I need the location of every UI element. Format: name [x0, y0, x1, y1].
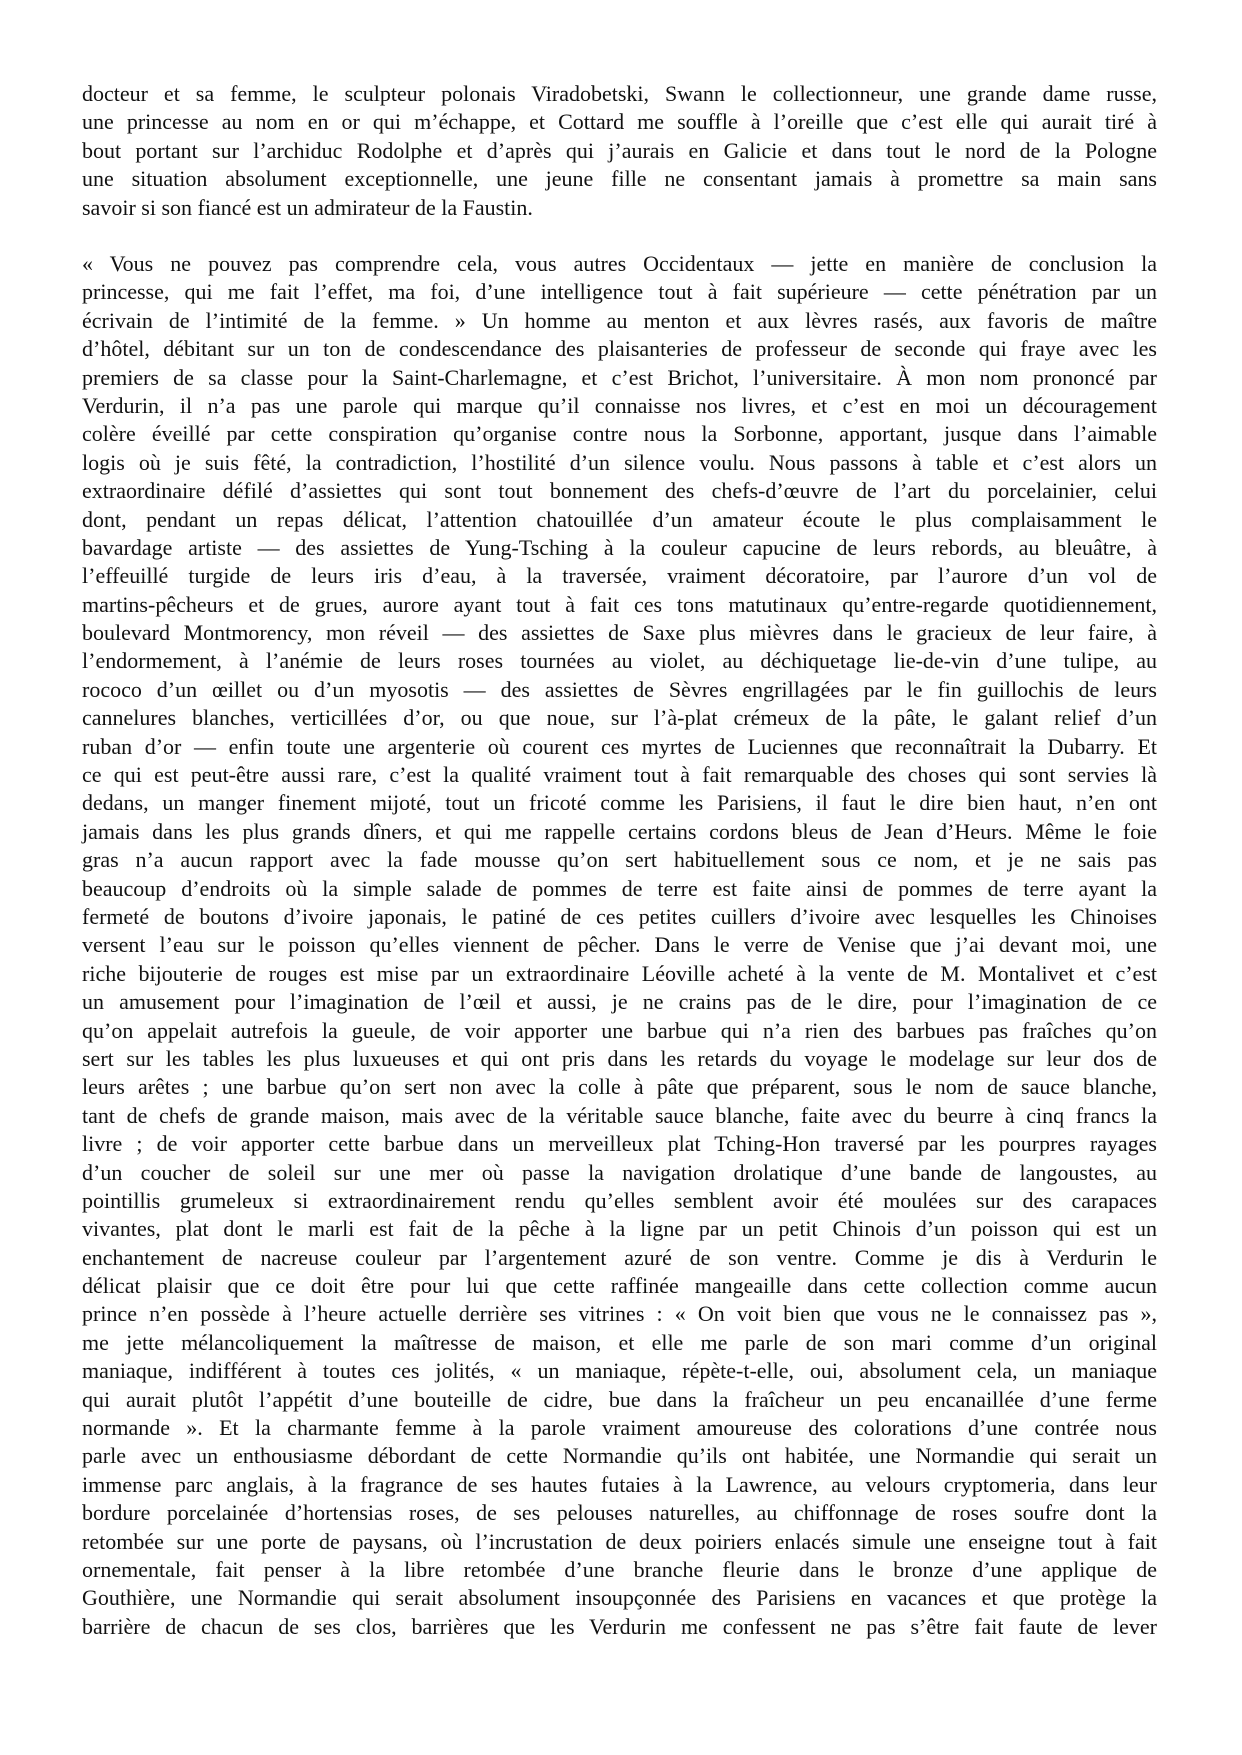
text-line: premiers de sa classe pour la Saint-Charlemagne, et c’est Brichot, l’universitaire. À mon nom prononcé par	[82, 364, 1157, 390]
paragraph	[82, 80, 1157, 222]
text-line: bout portant sur l’archiduc Rodolphe et d’après qui j’aurais en Galicie et dans tout le nord de la Pologne	[82, 137, 1157, 163]
text-line: qu’on appelait autrefois la gueule, de voir apporter une barbue qui n’a rien des barbues pas fraîches qu’on	[82, 1017, 1157, 1043]
text-line: me jette mélancoliquement la maîtresse de maison, et elle me parle de son mari comme d’un original	[82, 1329, 1157, 1355]
text-line: parle avec un enthousiasme débordant de cette Normandie qu’ils ont habitée, une Normandie qui serait un	[82, 1443, 1157, 1469]
text-line: qui aurait plutôt l’appétit d’une bouteille de cidre, bue dans la fraîcheur un peu encanaillée d’une ferme	[82, 1386, 1157, 1412]
text-line: l’effeuillé turgide de leurs iris d’eau, à la traversée, vraiment décoratoire, par l’aurore d’un vol de	[82, 563, 1157, 589]
text-line: écrivain de l’intimité de la femme. » Un homme au menton et aux lèvres rasés, aux favoris de maître	[82, 307, 1157, 333]
text-line: logis où je suis fêté, la contradiction, l’hostilité d’un silence voulu. Nous passons à table et c’est alors un	[82, 449, 1157, 475]
text-line: gras n’a aucun rapport avec la fade mousse qu’on sert habituellement sous ce nom, et je ne sais pas	[82, 847, 1157, 873]
text-line: dedans, un manger finement mijoté, tout un fricoté comme les Parisiens, il faut le dire bien haut, n’en ont	[82, 790, 1157, 816]
text-line: ornementale, fait penser à la libre retombée d’une branche fleurie dans le bronze d’une applique de	[82, 1556, 1157, 1582]
paragraph	[82, 250, 1157, 1641]
text-line: d’hôtel, débitant sur un ton de condescendance des plaisanteries de professeur de seconde qui fraye avec les	[82, 336, 1157, 362]
text-line: dont, pendant un repas délicat, l’attention chatouillée d’un amateur écoute le plus complaisamment le	[82, 506, 1157, 532]
text-line: extraordinaire défilé d’assiettes qui sont tout bonnement des chefs-d’œuvre de l’art du porcelainier, celui	[82, 478, 1157, 504]
text-line: beaucoup d’endroits où la simple salade de pommes de terre est faite ainsi de pommes de terre ayant la	[82, 875, 1157, 901]
text-line: leurs arêtes ; une barbue qu’on sert non avec la colle à pâte que préparent, sous le nom de sauce blanche,	[82, 1074, 1157, 1100]
text-line: délicat plaisir que ce doit être pour lui que cette raffinée mangeaille dans cette collection comme aucun	[82, 1273, 1157, 1299]
text-line: un amusement pour l’imagination de l’œil et aussi, je ne crains pas de le dire, pour l’imagination de ce	[82, 989, 1157, 1015]
text-line: docteur et sa femme, le sculpteur polonais Viradobetski, Swann le collectionneur, une grande dame russe,	[82, 81, 1157, 106]
text-line: une princesse au nom en or qui m’échappe, et Cottard me souffle à l’oreille que c’est elle qui aurait tiré à	[82, 109, 1157, 135]
text-line: martins-pêcheurs et de grues, aurore ayant tout à fait ces tons matutinaux qu’entre-regarde quotidiennement,	[82, 591, 1157, 617]
text-line: Verdurin, il n’a pas une parole qui marque qu’il connaisse nos livres, et c’est en moi un découragement	[82, 392, 1157, 418]
text-line: une situation absolument exceptionnelle, une jeune fille ne consentant jamais à promettre sa main sans	[82, 166, 1157, 192]
text-line: fermeté de boutons d’ivoire japonais, le patiné de ces petites cuillers d’ivoire avec lesquelles les Chinoises	[82, 903, 1157, 929]
text-line: immense parc anglais, à la fragrance de ses hautes futaies à la Lawrence, au velours cryptomeria, dans leur	[82, 1471, 1157, 1497]
text-line: versent l’eau sur le poisson qu’elles viennent de pêcher. Dans le verre de Venise que j’ai devant moi, une	[82, 932, 1157, 958]
text-line: normande ». Et la charmante femme à la parole vraiment amoureuse des colorations d’une contrée nous	[82, 1415, 1157, 1441]
text-line: ce qui est peut-être aussi rare, c’est la qualité vraiment tout à fait remarquable des choses qui sont servies là	[82, 762, 1157, 788]
text-line: cannelures blanches, verticillées d’or, ou que noue, sur l’à-plat crémeux de la pâte, le galant relief d’un	[82, 705, 1157, 731]
text-line: pointillis grumeleux si extraordinairement rendu qu’elles semblent avoir été moulées sur des carapaces	[82, 1187, 1157, 1213]
text-line: l’endormement, à l’anémie de leurs roses tournées au violet, au déchiquetage lie-de-vin d’une tulipe, au	[82, 648, 1157, 674]
text-line: jamais dans les plus grands dîners, et qui me rappelle certains cordons bleus de Jean d’Heurs. Même le foie	[82, 818, 1157, 844]
text-line: prince n’en possède à l’heure actuelle derrière ses vitrines : « On voit bien que vous ne le connaissez pas »,	[82, 1301, 1157, 1327]
text-line: d’un coucher de soleil sur une mer où passe la navigation drolatique d’une bande de langoustes, au	[82, 1159, 1157, 1185]
text-line: bavardage artiste — des assiettes de Yung-Tsching à la couleur capucine de leurs rebords, au bleuâtre, à	[82, 534, 1157, 560]
text-line: riche bijouterie de rouges est mise par un extraordinaire Léoville acheté à la vente de M. Montalivet et c’est	[82, 960, 1157, 986]
text-line: sert sur les tables les plus luxueuses et qui ont pris dans les retards du voyage le modelage sur leur dos de	[82, 1045, 1157, 1071]
text-line: livre ; de voir apporter cette barbue dans un merveilleux plat Tching-Hon traversé par les pourpres rayages	[82, 1131, 1157, 1157]
text-line: ruban d’or — enfin toute une argenterie où courent ces myrtes de Luciennes que reconnaîtrait la Dubarry. Et	[82, 733, 1157, 759]
text-line: vivantes, plat dont le marli est fait de la pêche à la ligne par un petit Chinois d’un poisson qui est un	[82, 1216, 1157, 1242]
text-line: maniaque, indifférent à toutes ces jolités, « un maniaque, répète-t-elle, oui, absolument cela, un maniaque	[82, 1358, 1157, 1384]
text-line: savoir si son fiancé est un admirateur de la Faustin.	[82, 194, 533, 220]
text-line: boulevard Montmorency, mon réveil — des assiettes de Saxe plus mièvres dans le gracieux de leur faire, à	[82, 620, 1157, 646]
text-line: « Vous ne pouvez pas comprendre cela, vous autres Occidentaux — jette en manière de conclusion la	[82, 251, 1157, 276]
text-line: barrière de chacun de ses clos, barrières que les Verdurin me confessent ne pas s’être fait faute de lever	[82, 1613, 1157, 1639]
text-line: Gouthière, une Normandie qui serait absolument insoupçonnée des Parisiens en vacances et que protège la	[82, 1585, 1157, 1611]
text-line: princesse, qui me fait l’effet, ma foi, d’une intelligence tout à fait supérieure — cette pénétration par un	[82, 279, 1157, 305]
text-line: bordure porcelainée d’hortensias roses, de ses pelouses naturelles, au chiffonnage de roses soufre dont la	[82, 1500, 1157, 1526]
text-line: tant de chefs de grande maison, mais avec de la véritable sauce blanche, faite avec du beurre à cinq francs la	[82, 1102, 1157, 1128]
text-line: enchantement de nacreuse couleur par l’argentement azuré de son ventre. Comme je dis à Verdurin le	[82, 1244, 1157, 1270]
text-line: retombée sur une porte de paysans, où l’incrustation de deux poiriers enlacés simule une enseigne tout à fait	[82, 1528, 1157, 1554]
text-line: colère éveillé par cette conspiration qu’organise contre nous la Sorbonne, apportant, jusque dans l’aimable	[82, 421, 1157, 447]
text-line: rococo d’un œillet ou d’un myosotis — des assiettes de Sèvres engrillagées par le fin guillochis de leurs	[82, 676, 1157, 702]
